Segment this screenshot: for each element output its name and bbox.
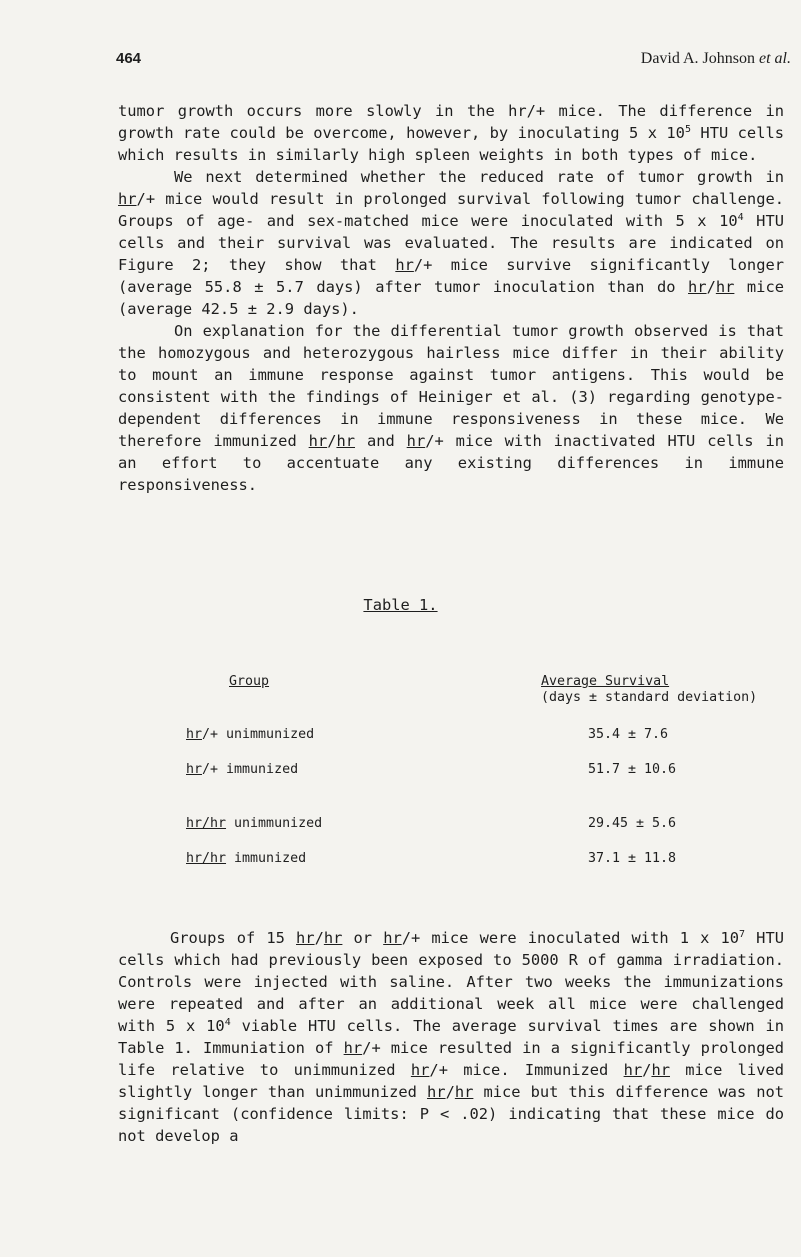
table-row-value: 37.1 ± 11.8 <box>588 851 677 866</box>
page-header <box>0 50 801 74</box>
column-header-group: Group <box>229 674 270 689</box>
column-header-average-survival: Average Survival <box>541 674 670 689</box>
running-head-author: David A. Johnson <box>640 50 755 67</box>
table-row-value: 29.45 ± 5.6 <box>588 816 677 831</box>
paragraph-1: tumor growth occurs more slowly in the hr/+ mice. The difference in growth rate could be overcome, however, by inoculating 5 x $10^5$ HTU cells which results in similarly high spleen weights in both types of mice. <box>118 102 784 164</box>
table-row-label: hr/hr unimmunized <box>186 816 323 831</box>
running-head <box>641 50 791 68</box>
page-number: 464 <box>116 50 142 67</box>
paragraph-2: We next determined whether the reduced rate of tumor growth in hr/+ mice would result in prolonged survival following tumor challenge. Groups of age- and sex-matched mice were inoculated with 5 x $10^4$ HTU cells and their survival was evaluated. The results are indicated on Figure 2; they show that hr/+ mice survive significantly longer (average 55.8 ± 5.7 days) after tumor inoculation than do hr/hr mice (average 42.5 ± 2.9 days). <box>118 168 784 318</box>
superscript: 7 <box>739 928 746 940</box>
table-row-label: hr/+ unimmunized <box>186 727 315 742</box>
running-head-et-al: et al. <box>759 50 791 67</box>
column-header-units: (days ± standard deviation) <box>541 690 758 705</box>
table-row-label: hr/hr immunized <box>186 851 307 866</box>
superscript: 4 <box>737 211 744 223</box>
body-text <box>118 100 784 496</box>
table-footnote <box>118 927 784 1147</box>
superscript: 4 <box>224 1016 231 1028</box>
table-row-label: hr/+ immunized <box>186 762 299 777</box>
footnote-paragraph: Groups of 15 hr/hr or hr/+ mice were inoculated with 1 x $10^7$ HTU cells which had previously been exposed to 5000 R of gamma irradiation. Controls were injected with saline. After two weeks the immunizations were repeated and after an additional week all mice were challenged with 5 x $10^4$ viable HTU cells. The average survival times are shown in Table 1. Immuniation of hr/+ mice resulted in a significantly prolonged life relative to unimmunized hr/+ mice. Immunized hr/hr mice lived slightly longer than unimmunized hr/hr mice but this difference was not significant (confidence limits: P < .02) indicating that these mice do not develop a <box>118 928 785 1145</box>
table-title: Table 1. <box>363 596 438 614</box>
table-row-value: 35.4 ± 7.6 <box>588 727 669 742</box>
table-row-value: 51.7 ± 10.6 <box>588 762 677 777</box>
superscript: 5 <box>684 123 691 135</box>
paragraph-3: On explanation for the differential tumor growth observed is that the homozygous and heterozygous hairless mice differ in their ability to mount an immune response against tumor antigens. This would be consistent with the findings of Heiniger et al. (3) regarding genotype-dependent differences in immune responsiveness in these mice. We therefore immunized hr/hr and hr/+ mice with inactivated HTU cells in an effort to accentuate any existing differences in immune responsiveness. <box>118 322 784 494</box>
